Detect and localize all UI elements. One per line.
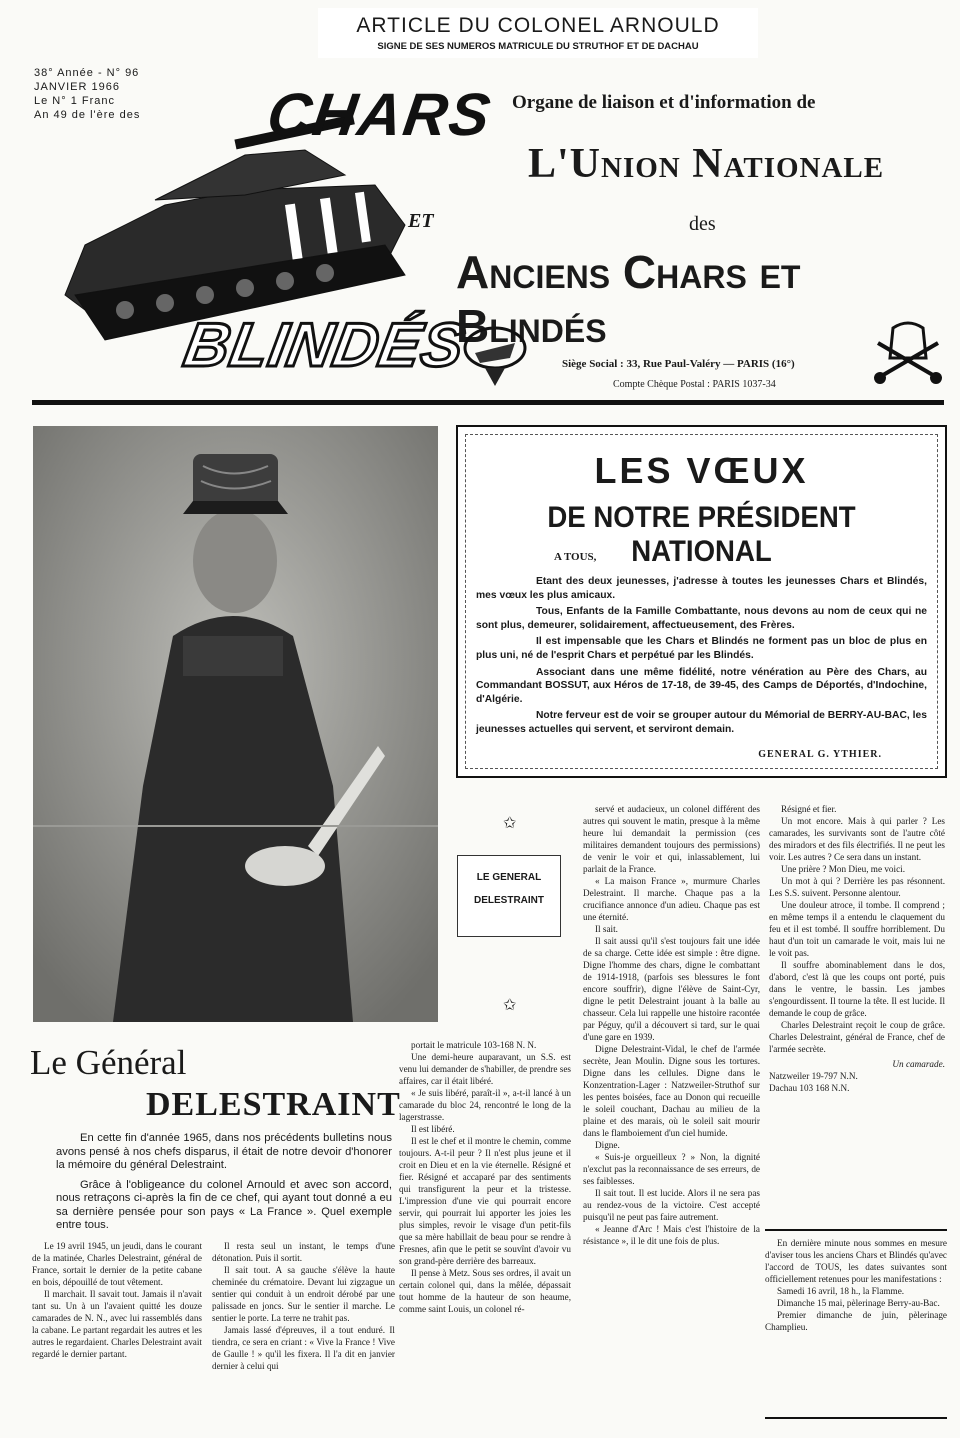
last-minute-box (765, 1229, 947, 1419)
anciens-title: Anciens Chars et Blindés (456, 246, 801, 352)
clipping-subtitle: SIGNE DE SES NUMEROS MATRICULE DU STRUTHOF ET DE DACHAU (377, 41, 699, 52)
intro-paragraph: En cette fin d'année 1965, dans nos précédents bulletins nous avons pensé à nos chefs disparus, il était de notre devoir d'honorer la mémoire du général Delestraint. (56, 1132, 392, 1171)
siege-social: Siège Social : 33, Rue Paul-Valéry — PARIS (16°) (562, 358, 795, 370)
article-paragraph: Résigné et fier. (781, 804, 837, 814)
voeux-paragraph: Tous, Enfants de la Famille Combattante, nous devons au nom de ceux qui ne sont plus, demeurer, solidairement, affectueusement, des Frères. (476, 606, 927, 631)
clipping-title: ARTICLE DU COLONEL ARNOULD (356, 14, 720, 37)
voeux-body (476, 575, 927, 740)
article-headline-1: Le Général (30, 1043, 187, 1082)
caption-line: LE GENERAL (476, 872, 542, 883)
voeux-paragraph: Associant dans une même fidélité, notre vénération au Père des Chars, au Commandant BOSSUT, aux Héros de 17-18, de 39-45, des Camps de Déportés, d'Indochine, d'Algérie. (476, 666, 927, 705)
matricule-line: Dachau 103 168 N.N. (769, 1083, 850, 1093)
article-intro (56, 1132, 392, 1239)
logo-blindes: BLINDÉS (178, 311, 471, 380)
issue-line: An 49 de l'ère des (34, 109, 141, 121)
article-paragraph: Un mot à qui ? Derrière les pas résonnent. Les S.S. suivent. Personne alentour. (769, 876, 945, 898)
issue-line: Le N° 1 Franc (34, 95, 115, 107)
article-paragraph: Il sait aussi qu'il s'est toujours fait une idée de sa charge. Cette idée est simple : être digne. Digne l'homme des chars, digne le combattant de 1914-1918, (parfois ses blessures le font encore souffrir), digne l'élève de Saint-Cyr, digne le petit Delestraint jouant à la balle au chasseur. Cela lui rappelle une histoire racontée par Péguy, qu'il a découvert si tard, sur le quai d'une gare en 1939. (583, 936, 760, 1042)
article-column-5 (769, 803, 945, 1094)
article-paragraph: Une prière ? Mon Dieu, me voici. (781, 864, 905, 874)
article-paragraph: Une douleur atroce, il tombe. Il comprend ; en même temps il a entendu le claquement du feu et il est tombé. Il souffre horriblement. Du haut d'un toit un camarade le voit, mais lui ne le voit pas. (769, 900, 945, 958)
article-column-4 (583, 803, 760, 1247)
article-paragraph: Un mot encore. Mais à qui parler ? Les camarades, les survivants sont de l'autre côté des miradors et des fils électrifiés. Il ne peut les voir. Les autres ? Ce sera dans un instant. (769, 816, 945, 862)
article-paragraph: Il souffre abominablement dans le dos, d'abord, c'est là que les coups ont porté, puis dans le ventre, le bassin. Les jambes s'engourdissent. Il tourne la tête. Il est lucide. Il demande le coup de grâce. (769, 960, 945, 1018)
article-paragraph: Digne. (595, 1140, 620, 1150)
voeux-title: LES VŒUX (594, 450, 809, 491)
article-paragraph: Il sait tout. A sa gauche s'élève la haute cheminée du crématoire. Devant lui zigzague un sentier qui conduit à un endroit dérobé par une palissade en joncs. Sur le sentier il marche. Le sentier le porte. La terre ne trahit pas. (212, 1265, 395, 1323)
article-paragraph: servé et audacieux, un colonel différent des autres qui souvent le matin, presque à la même heure lui demandait la permission (ces militaires demandent toujours des permissions) de venir le voir et qui, inlassablement, lui parlait de la France. (583, 804, 760, 874)
article-paragraph: Le 19 avril 1945, un jeudi, dans le courant de la matinée, Charles Delestraint, général de France, sortait le dernier de la petite cabane en bois, dépouillé de tout vêtement. (32, 1241, 202, 1287)
article-paragraph: Il est libéré. (411, 1124, 455, 1134)
article-paragraph: Il marchait. Il savait tout. Jamais il n'avait tant su. Un à un l'avaient quitté les douze camarades de N. N., avec lui rassemblés dans la cabane. Le partant regardait les autres et les autres le regardaient. Charles Delestraint avait regardé le dernier partant. (32, 1289, 202, 1359)
general-photo (33, 426, 438, 1022)
article-paragraph: « La maison France », murmure Charles Delestraint. Il marche. Chaque pas a la crucifiance annonce d'un adieu. Chaque pas est une éternité. (583, 876, 760, 922)
article-paragraph: Il est le chef et il montre le chemin, comme toujours. A-t-il peur ? Il n'est plus jeune et il croit en Dieu et en la vie éternelle. Résigné et fier. Résigné et accaparé par des sentiments qui transfigurent la peur et la tristesse. L'impression d'une vie qui pourrait encore servir, qui pourrait lui apporter les joies les plus simples, revoir le visage d'un petit-fils que sa mère habillait de beau pour se rendre à Fresnes, afin que le petit se souvînt d'avoir vu son grand-père derrière des barreaux. (399, 1136, 571, 1266)
matricule-list (769, 1070, 945, 1094)
voeux-subtitle: DE NOTRE PRÉSIDENT NATIONAL (547, 501, 856, 568)
matricule-line: Natzweiler 19-797 N.N. (769, 1071, 858, 1081)
article-paragraph: portait le matricule 103-168 N. N. (411, 1040, 537, 1050)
last-minute-paragraph: En dernière minute nous sommes en mesure d'aviser tous les anciens Chars et Blindés qu'avec l'accord de TOUS, les dates suivantes sont officiellement retenues pour les manifestations : (765, 1238, 947, 1284)
article-paragraph: Jamais lassé d'épreuves, il a tout enduré. Il tiendra, ce sera en criant : « Vive la France ! Vive de Gaulle ! » qu'il les fixera. Il l'a dit en janvier dernier à celui qui (212, 1325, 395, 1371)
voeux-inner-border (465, 434, 938, 769)
article-paragraph: Il sait tout. Il est lucide. Alors il ne sera pas au rendez-vous de la victoire. C'est accepté puisqu'il ne peut pas faire autrement. (583, 1188, 760, 1222)
intro-paragraph: Grâce à l'obligeance du colonel Arnould et avec son accord, nous retraçons ci-après la fin de ce chef, qui ayant tout donné a eu sa dernière pensée pour son pays « La France ». Quel exemple entre tous. (56, 1178, 392, 1231)
logo-et: ET (408, 210, 434, 232)
article-signature: Un camarade. (892, 1059, 945, 1069)
caption-box (457, 855, 561, 937)
clipping-note (318, 8, 758, 58)
voeux-paragraph: Il est impensable que les Chars et Blindés ne forment pas un bloc de plus en plus uni, né de l'esprit Chars et perpétué par les Blindés. (476, 636, 927, 661)
voeux-box (456, 425, 947, 778)
star-icon: ✩ (503, 815, 517, 832)
article-paragraph: Il pense à Metz. Sous ses ordres, il avait un certain colonel qui, dans la mêlée, dépassait tout homme de la hauteur de son heaume, comme saint Louis, un colonel ré- (399, 1268, 571, 1314)
article-column-1 (32, 1240, 202, 1360)
article-paragraph: Il resta seul un instant, le temps d'une détonation. Puis il sortit. (212, 1241, 395, 1263)
voeux-signature: GENERAL G. YTHIER. (758, 749, 882, 760)
article-paragraph: Une demi-heure auparavant, un S.S. est venu lui demander de s'habiller, de prendre ses affaires, car il était libéré. (399, 1052, 571, 1086)
issue-line: 38° Année - N° 96 (34, 67, 140, 79)
voeux-paragraph: Etant des deux jeunesses, j'adresse à toutes les jeunesses Chars et Blindés, mes vœux les plus amicaux. (476, 576, 927, 601)
caption-line: DELESTRAINT (474, 895, 544, 906)
des-word: des (689, 213, 716, 235)
article-paragraph: « Jeanne d'Arc ! Mais c'est l'histoire de la résistance », il le dit une fois de plus. (583, 1224, 760, 1246)
article-column-3 (399, 1039, 571, 1315)
header-rule (32, 400, 944, 405)
voeux-salutation: A TOUS, (554, 551, 597, 563)
union-title: L'Union Nationale (528, 141, 885, 187)
logo-chars: CHARS (263, 81, 497, 148)
emblem-icon (460, 318, 530, 388)
last-minute-paragraph: Dimanche 15 mai, pèlerinage Berry-au-Bac. (777, 1298, 940, 1308)
issue-line: JANVIER 1966 (34, 81, 120, 93)
organe-line: Organe de liaison et d'information de (512, 92, 816, 113)
article-paragraph: « Je suis libéré, paraît-il », a-t-il lancé à un camarade du bloc 24, rencontré le long de la lagerstrasse. (399, 1088, 571, 1122)
last-minute-paragraph: Samedi 16 avril, 18 h., la Flamme. (777, 1286, 905, 1296)
article-headline-2: DELESTRAINT (146, 1086, 401, 1123)
helmet-icon (868, 318, 948, 388)
article-paragraph: Il sait. (595, 924, 618, 934)
article-paragraph: « Suis-je orgueilleux ? » Non, la dignité n'exclut pas la reconnaissance de ses erreurs, de ses faiblesses. (583, 1152, 760, 1186)
voeux-paragraph: Notre ferveur est de voir se grouper autour du Mémorial de BERRY-AU-BAC, les jeunesses actuelles qui servent, et serviront demain. (476, 710, 927, 735)
compte-cheque: Compte Chèque Postal : PARIS 1037-34 (613, 379, 776, 390)
last-minute-paragraph: Premier dimanche de juin, pèlerinage Champlieu. (765, 1310, 947, 1332)
article-column-2 (212, 1240, 395, 1372)
article-paragraph: Charles Delestraint reçoit le coup de grâce. Charles Delestraint, général de France, chef de l'armée secrète. (769, 1020, 945, 1054)
star-icon: ✩ (503, 997, 517, 1014)
article-paragraph: Digne Delestraint-Vidal, le chef de l'armée secrète, Jean Moulin. Digne sous les tortures. Digne dans les cellules. Digne dans le Konzentration-Lager : Natzweiler-Struthof sur les pentes boisées, face au Donon qui recueille le soleil couchant, Dachau au milieu de la plaine et des marais, où le soleil sait mourir dans le flamboiement d'un ciel humide. (583, 1044, 760, 1138)
